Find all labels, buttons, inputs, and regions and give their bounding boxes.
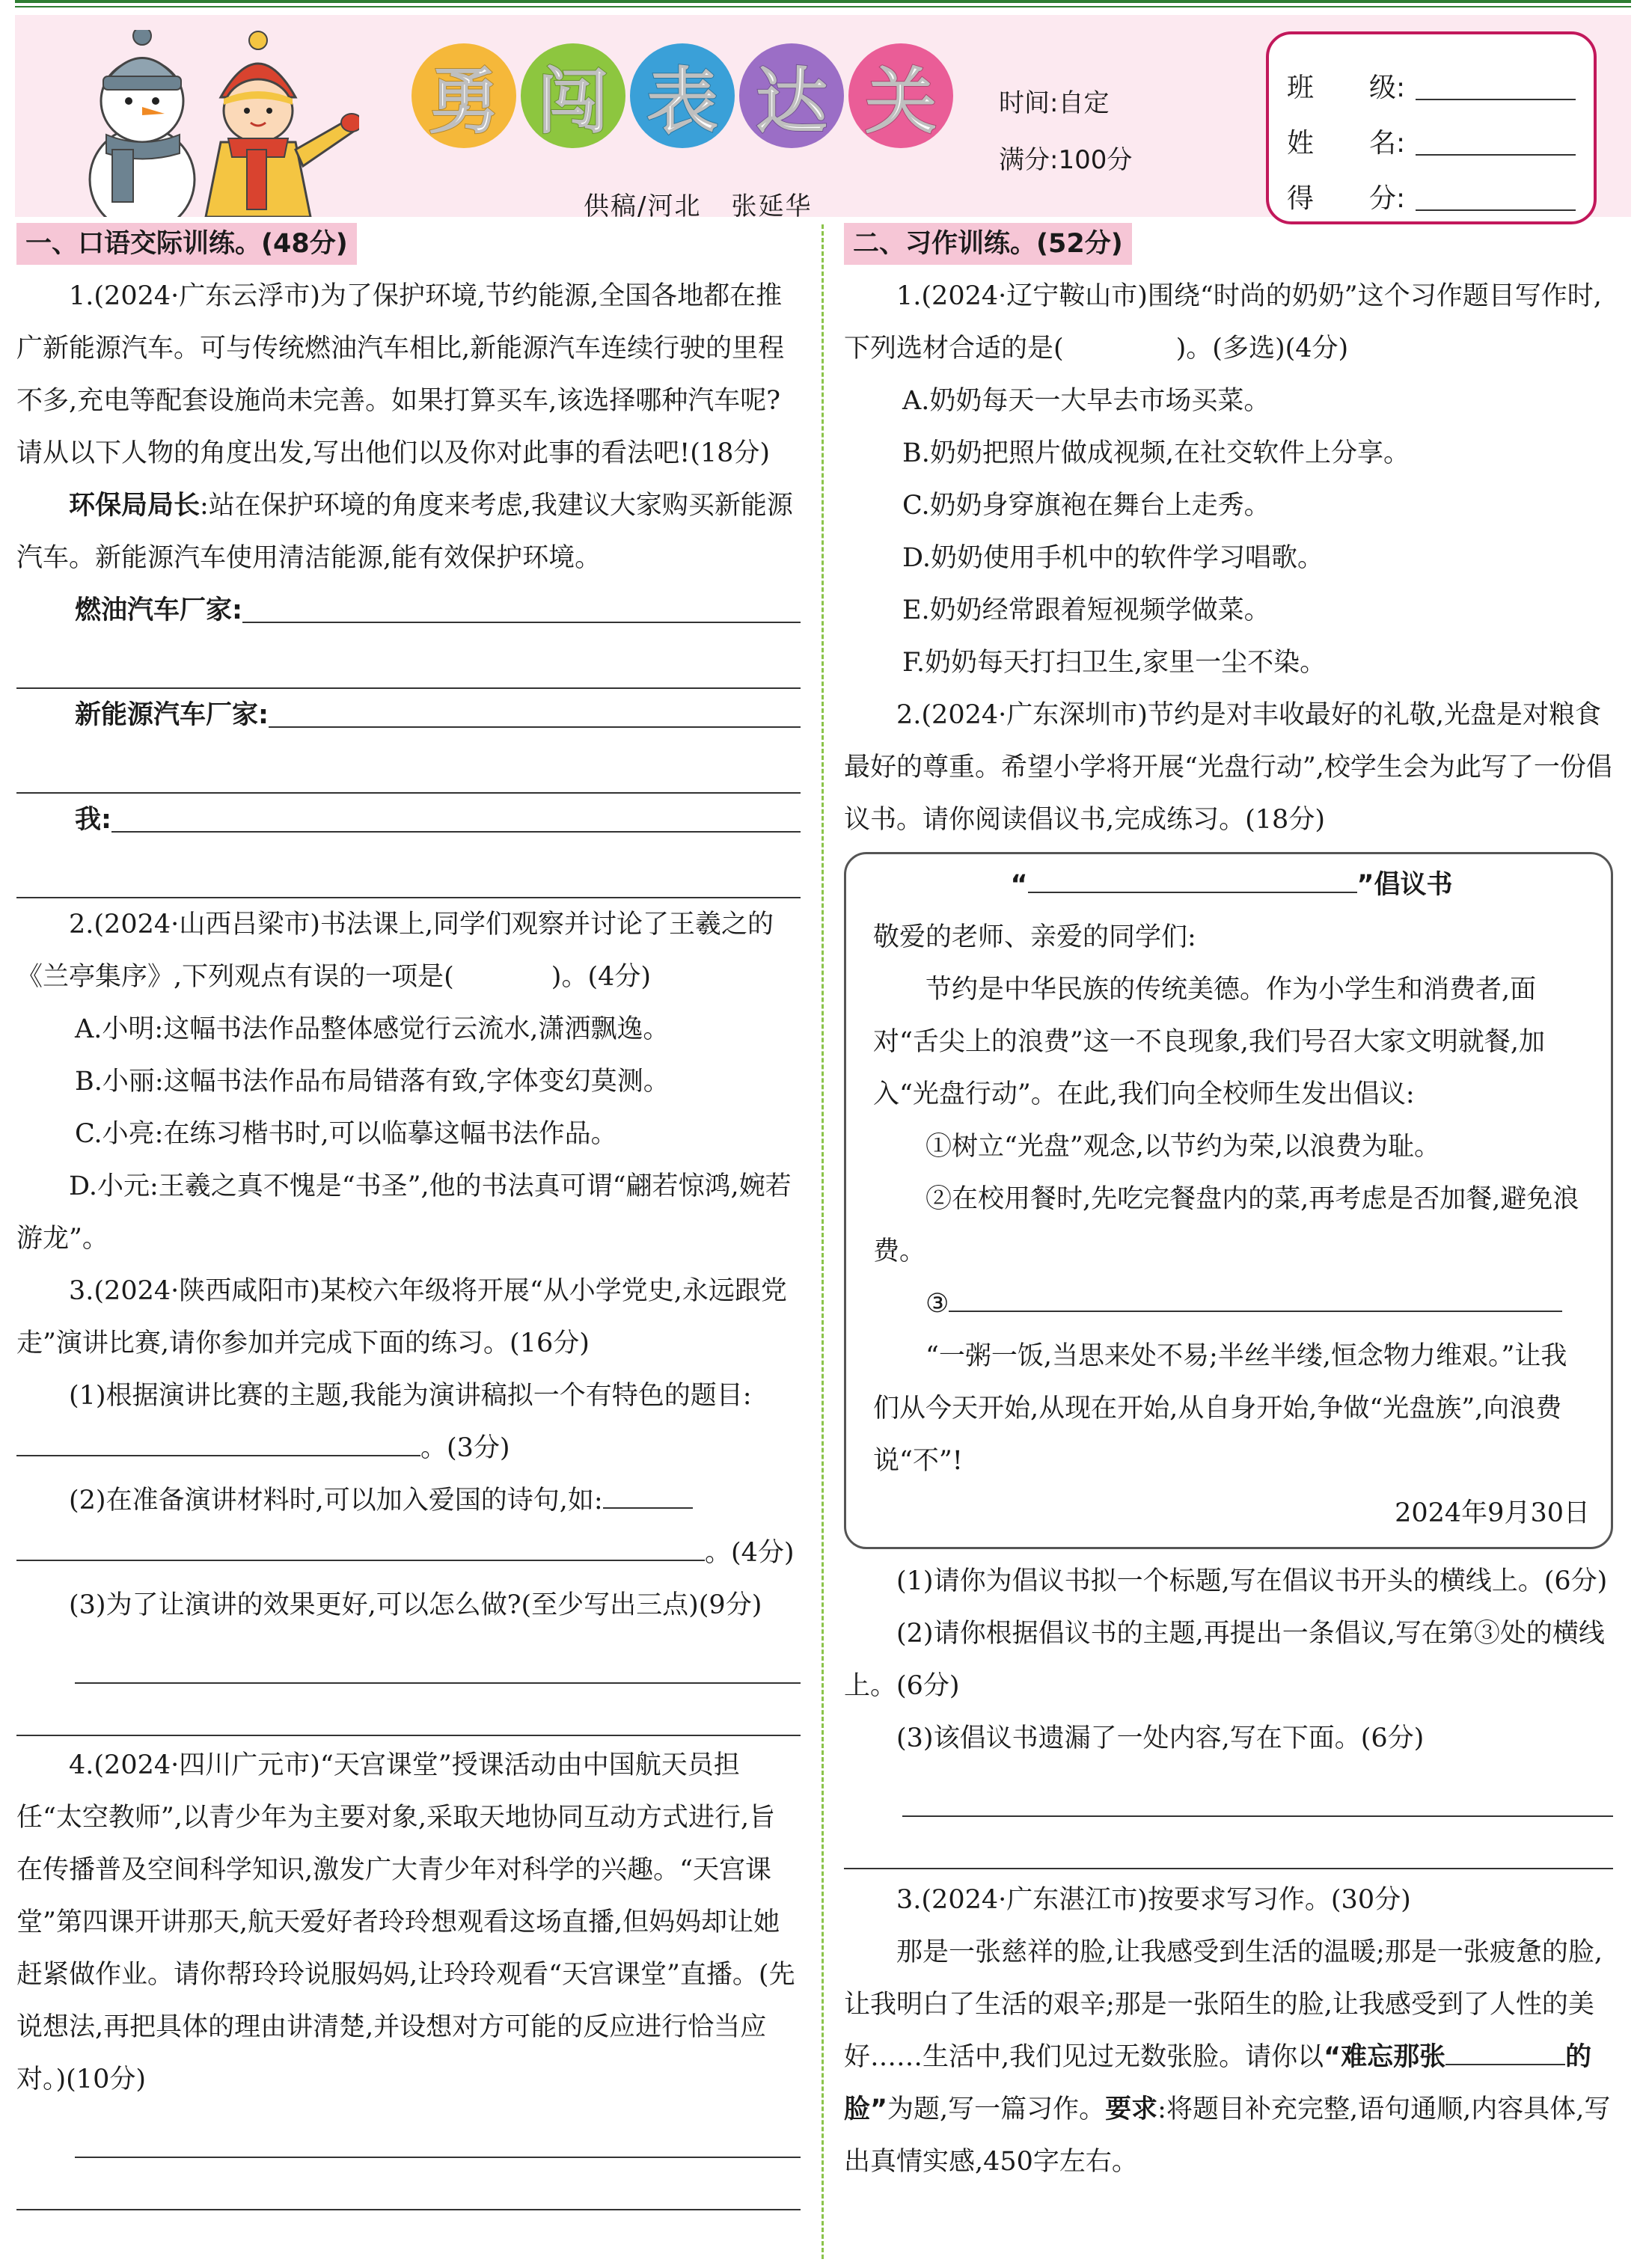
time-label: 时间:自定 xyxy=(999,88,1110,118)
answer-line[interactable] xyxy=(902,1765,1613,1817)
student-info-box xyxy=(1266,31,1597,224)
top-rule xyxy=(0,0,1646,10)
my-opinion-label: 我: xyxy=(75,805,111,835)
question-3-2: (2)在准备演讲材料时,可以加入爱国的诗句,如:。(4分) xyxy=(16,1474,801,1579)
letter-greeting: 敬爱的老师、亲爱的同学们: xyxy=(873,922,1196,952)
answer-line[interactable] xyxy=(75,2106,801,2158)
question-r2-1: (1)请你为倡议书拟一个标题,写在倡议书开头的横线上。(6分) xyxy=(896,1566,1608,1596)
question-3-1: (1)根据演讲比赛的主题,我能为演讲稿拟一个有特色的题目:。(3分) xyxy=(16,1370,801,1474)
field-key: 级: xyxy=(1369,73,1406,103)
my-opinion-answer[interactable] xyxy=(16,794,801,846)
question-r1: 1.(2024·辽宁鞍山市)围绕“时尚的奶奶”这个习作题目写作时,下列选材合适的是( )。(多选)(4分) xyxy=(844,281,1602,364)
essay-title-blank[interactable] xyxy=(1445,2043,1565,2065)
fuel-car-answer[interactable] xyxy=(16,584,801,637)
question-r1-option[interactable]: F.奶奶每天打扫卫生,家里一尘不染。 xyxy=(902,648,1327,678)
name-field[interactable] xyxy=(1287,105,1576,160)
fuel-car-label: 燃油汽车厂家: xyxy=(75,595,242,625)
question-r1-option[interactable]: A.奶奶每天一大早去市场买菜。 xyxy=(902,386,1270,416)
question-2-option[interactable]: A.小明:这幅书法作品整体感觉行云流水,潇洒飘逸。 xyxy=(75,1014,670,1044)
answer-line[interactable] xyxy=(75,1631,801,1684)
answer-line[interactable] xyxy=(16,2158,801,2210)
exam-meta xyxy=(999,75,1132,189)
question-r1-option[interactable]: B.奶奶把照片做成视频,在社交软件上分享。 xyxy=(902,438,1410,468)
answer-line[interactable] xyxy=(16,846,801,898)
header-band xyxy=(15,15,1631,221)
full-score-label: 满分:100分 xyxy=(999,145,1133,175)
question-2-option[interactable]: C.小亮:在练习楷书时,可以临摹这幅书法作品。 xyxy=(75,1119,617,1149)
env-bureau-statement xyxy=(16,479,801,584)
question-2: 2.(2024·山西吕梁市)书法课上,同学们观察并讨论了王羲之的《兰亭集序》,下列观点有误的一项是( )。(4分) xyxy=(16,910,774,992)
answer-line[interactable] xyxy=(16,1684,801,1736)
section-heading-writing: 二、习作训练。(52分) xyxy=(844,223,1132,265)
question-3-3: (3)为了让演讲的效果更好,可以怎么做?(至少写出三点)(9分) xyxy=(69,1590,762,1620)
question-2-option[interactable]: D.小元:王羲之真不愧是“书圣”,他的书法真可谓“翩若惊鸿,婉若游龙”。 xyxy=(16,1171,792,1254)
question-r1-option[interactable]: D.奶奶使用手机中的软件学习唱歌。 xyxy=(902,543,1324,573)
title-char: 关 xyxy=(848,43,953,148)
question-r1-option[interactable]: C.奶奶身穿旗袍在舞台上走秀。 xyxy=(902,491,1270,521)
env-bureau-text: :站在保护环境的角度来考虑,我建议大家购买新能源汽车。新能源汽车使用清洁能源,能有效保护环境。 xyxy=(16,491,793,573)
field-key: 班 xyxy=(1287,73,1315,103)
question-4: 4.(2024·四川广元市)“天宫课堂”授课活动由中国航天员担任“太空教师”,以青少年为主要对象,采取天地协同互动方式进行,旨在传播普及空间科学知识,激发广大青少年对科学的兴趣。“天宫课堂”第四课开讲那天,航天爱好者玲玲想观看这场直播,但妈妈却让她赶紧做作业。请你帮玲玲说服妈妈,让玲玲观看“天宫课堂”直播。(先说想法,再把具体的理由讲清楚,并设想对方可能的反应进行恰当应对。)(10分) xyxy=(16,1750,795,2094)
question-2-option[interactable]: B.小丽:这幅书法作品布局错落有致,字体变幻莫测。 xyxy=(75,1067,670,1097)
field-key: 姓 xyxy=(1287,128,1315,159)
section-title xyxy=(412,43,965,156)
question-r3-text: 那是一张慈祥的脸,让我感受到生活的温暖;那是一张疲惫的脸,让我明白了生活的艰辛;那是一张陌生的脸,让我感受到了人性的美好……生活中,我们见过无数张脸。请你以“难忘那张 的脸”为题,写一篇习作。要求:将题目补充完整,语句通顺,内容具体,写出真情实感,450字左右。 xyxy=(844,1937,1611,2177)
proposal-3-blank[interactable] xyxy=(949,1290,1562,1312)
letter-date: 2024年9月30日 xyxy=(1395,1498,1590,1528)
question-r2-3: (3)该倡议书遗漏了一处内容,写在下面。(6分) xyxy=(896,1723,1425,1753)
letter-title-blank[interactable] xyxy=(1028,871,1357,893)
nev-car-label: 新能源汽车厂家: xyxy=(75,700,269,730)
credit-label: 供稿/河北 xyxy=(584,191,702,221)
question-r2: 2.(2024·广东深圳市)节约是对丰收最好的礼敬,光盘是对粮食最好的尊重。希望小学将开展“光盘行动”,校学生会为此写了一份倡议书。请你阅读倡议书,完成练习。(18分) xyxy=(844,700,1612,835)
letter-item-blank: ③ xyxy=(873,1278,1590,1330)
speech-title-blank[interactable] xyxy=(16,1434,420,1456)
question-3: 3.(2024·陕西咸阳市)某校六年级将开展“从小学党史,永远跟党走”演讲比赛,请你参加并完成下面的练习。(16分) xyxy=(16,1276,787,1358)
letter-title: “ ”倡议书 xyxy=(1010,870,1453,900)
poem-blank[interactable] xyxy=(603,1486,693,1509)
answer-line[interactable] xyxy=(16,741,801,794)
column-divider xyxy=(822,224,824,2259)
title-char: 达 xyxy=(739,43,844,148)
nev-car-answer[interactable] xyxy=(16,689,801,741)
field-key: 分: xyxy=(1369,183,1406,214)
letter-item: ②在校用餐时,先吃完餐盘内的菜,再考虑是否加餐,避免浪费。 xyxy=(873,1184,1579,1266)
left-column xyxy=(16,217,801,2268)
field-key: 名: xyxy=(1369,128,1406,159)
class-field[interactable] xyxy=(1287,49,1576,105)
env-bureau-label: 环保局局长 xyxy=(69,491,201,521)
letter-paragraph: “一粥一饭,当思来处不易;半丝半缕,恒念物力维艰。”让我们从今天开始,从现在开始,从自身开始,争做“光盘族”,向浪费说“不”! xyxy=(873,1341,1567,1476)
question-r2-2: (2)请你根据倡议书的主题,再提出一条倡议,写在第③处的横线上。(6分) xyxy=(844,1619,1605,1701)
question-1: 1.(2024·广东云浮市)为了保护环境,节约能源,全国各地都在推广新能源汽车。可与传统燃油汽车相比,新能源汽车连续行驶的里程不多,充电等配套设施尚未完善。如果打算买车,该选择哪种汽车呢?请从以下人物的角度出发,写出他们以及你对此事的看法吧!(18分) xyxy=(16,281,785,468)
letter-item: ①树立“光盘”观念,以节约为荣,以浪费为耻。 xyxy=(926,1132,1441,1162)
right-column xyxy=(844,217,1613,2268)
proposal-letter xyxy=(844,852,1613,1549)
title-char: 表 xyxy=(630,43,735,148)
answer-line[interactable] xyxy=(16,637,801,689)
poem-blank-cont[interactable] xyxy=(16,1539,705,1561)
credit-name: 张延华 xyxy=(731,191,813,221)
title-char: 勇 xyxy=(412,43,516,148)
letter-paragraph: 节约是中华民族的传统美德。作为小学生和消费者,面对“舌尖上的浪费”这一不良现象,我们号召大家文明就餐,加入“光盘行动”。在此,我们向全校师生发出倡议: xyxy=(873,975,1546,1109)
title-char: 闯 xyxy=(521,43,625,148)
answer-line[interactable] xyxy=(844,1817,1613,1869)
question-r1-option[interactable]: E.奶奶经常跟着短视频学做菜。 xyxy=(902,595,1270,625)
snowman-girl-illustration xyxy=(60,30,359,217)
section-heading-oral: 一、口语交际训练。(48分) xyxy=(16,223,357,265)
question-r3: 3.(2024·广东湛江市)按要求写习作。(30分) xyxy=(896,1885,1411,1915)
score-field[interactable] xyxy=(1287,160,1576,215)
field-key: 得 xyxy=(1287,183,1315,214)
